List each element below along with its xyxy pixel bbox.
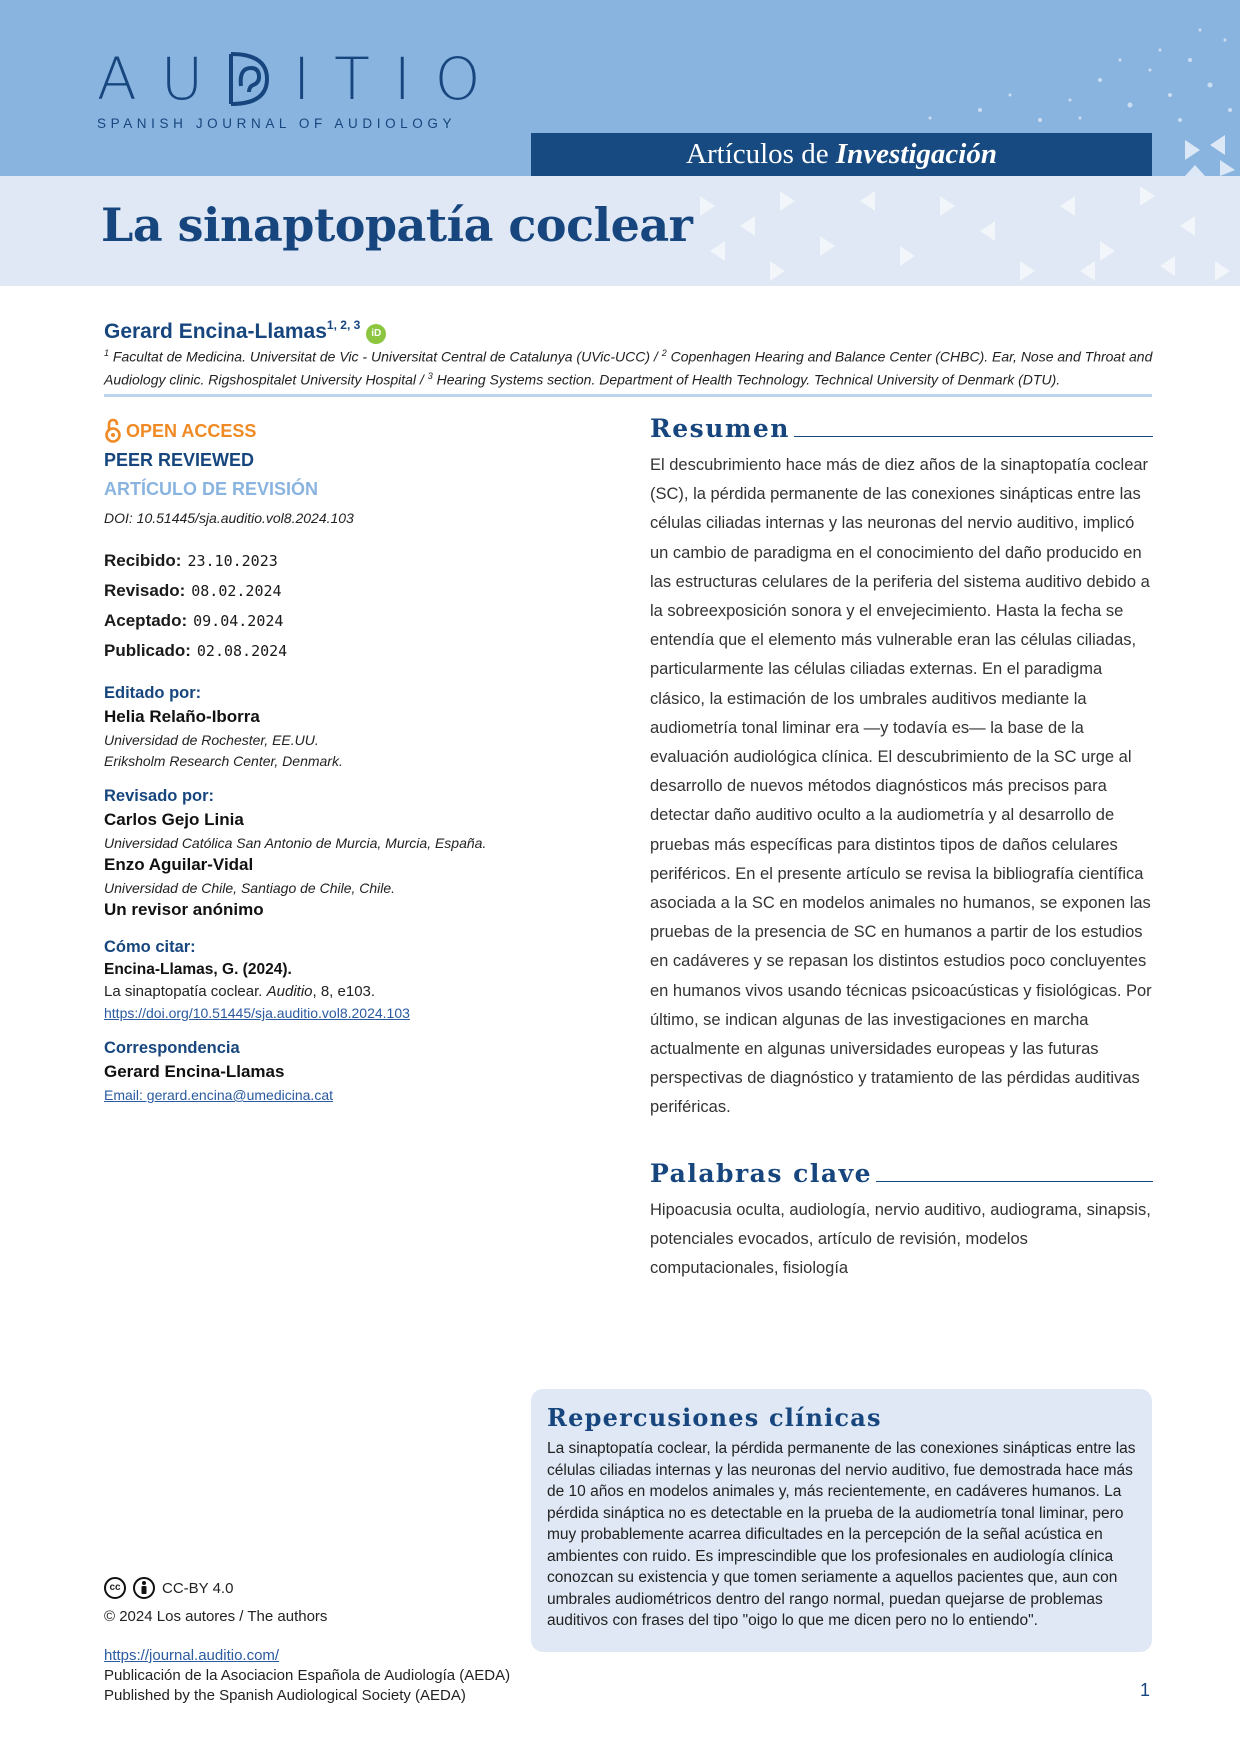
publisher-en: Published by the Spanish Audiological Society (AEDA) bbox=[104, 1687, 466, 1704]
correspondence-email-link[interactable]: Email: gerard.encina@umedicina.cat bbox=[104, 1087, 333, 1103]
cite-volume: , 8, e103. bbox=[312, 983, 376, 1000]
decorative-triangle-pattern bbox=[680, 176, 1240, 286]
cite-author-year: Encina-Llamas, G. (2024). bbox=[104, 961, 292, 978]
journal-header bbox=[0, 0, 1240, 176]
reviewer-affiliation: Universidad de Chile, Santiago de Chile, Chile. bbox=[104, 880, 396, 896]
doi-text: DOI: 10.51445/sja.auditio.vol8.2024.103 bbox=[104, 510, 354, 526]
edited-by-heading: Editado por: bbox=[104, 684, 202, 702]
logo-subtitle: SPANISH JOURNAL OF AUDIOLOGY bbox=[97, 116, 457, 131]
dates-list bbox=[104, 546, 544, 666]
open-access-label: OPEN ACCESS bbox=[126, 420, 257, 441]
metadata-sidebar bbox=[104, 418, 544, 1103]
date-accepted bbox=[104, 606, 544, 636]
reviewer-name: Un revisor anónimo bbox=[104, 900, 264, 919]
date-label: Revisado: bbox=[104, 581, 186, 600]
title-band bbox=[0, 176, 1240, 286]
date-value: 23.10.2023 bbox=[187, 552, 278, 570]
open-access-badge bbox=[104, 418, 544, 444]
peer-reviewed-label: PEER REVIEWED bbox=[104, 450, 255, 470]
heading-rule bbox=[876, 1181, 1153, 1182]
reviewer-name: Enzo Aguilar-Vidal bbox=[104, 855, 254, 874]
editor-affiliation: Universidad de Rochester, EE.UU. bbox=[104, 732, 319, 748]
editor-name: Helia Relaño-Iborra bbox=[104, 707, 260, 726]
copyright-text: © 2024 Los autores / The authors bbox=[104, 1608, 328, 1625]
publisher-es: Publicación de la Asociacion Española de Audiología (AEDA) bbox=[104, 1667, 511, 1684]
section-bar bbox=[531, 133, 1152, 176]
cite-doi-link[interactable]: https://doi.org/10.51445/sja.auditio.vol8.2024.103 bbox=[104, 1005, 410, 1021]
cite-reference bbox=[104, 983, 544, 1000]
cite-heading: Cómo citar: bbox=[104, 938, 196, 956]
affil-text: Facultat de Medicina. Universitat de Vic - Universitat Central de Catalunya (UVic-UCC) / bbox=[109, 348, 662, 365]
orcid-icon[interactable]: iD bbox=[366, 324, 386, 344]
author-name: Gerard Encina-Llamas bbox=[104, 320, 327, 343]
affil-text: Copenhagen Hearing and Balance Center (CHBC). Ear, Nose and Throat and Audiology clinic. Rigshospitalet University Hospital / bbox=[104, 348, 1153, 388]
ear-icon bbox=[227, 50, 271, 108]
creative-commons-icon: cc bbox=[104, 1577, 126, 1599]
author-affil-sup: 1, 2, 3 bbox=[326, 318, 361, 332]
article-type-label: ARTÍCULO DE REVISIÓN bbox=[104, 479, 319, 499]
section-prefix: Artículos de bbox=[686, 138, 829, 170]
correspondence-name: Gerard Encina-Llamas bbox=[104, 1062, 285, 1081]
abstract-text: El descubrimiento hace más de diez años de la sinaptopatía coclear (SC), la pérdida permanente de las conexiones sinápticas entre las células ciliadas internas y las neuronas del nervio auditivo, implicó un cambio de paradigma en el conocimiento del daño producido en las estructuras celulares de la periferia del sistema auditivo debido a la sobreexposición sonora y el envejecimiento. Hasta la fecha se entendía que el elemento más vulnerable eran las células ciliadas, particularmente las células ciliadas externas. En el paradigma clásico, la estimación de los umbrales auditivos mediante la audiometría tonal liminar era —y todavía es— la base de la evaluación audiológica clínica. El descubrimiento de la SC urge al desarrollo de nuevos métodos diagnósticos más precisos para detectar daño auditivo oculto a la audiometría y al desarrollo de pruebas más específicas para distintos tipos de daños celulares periféricos. En el presente artículo se revisa la bibliografía científica asociada a la SC en modelos animales no humanos, se exponen las pruebas de la presencia de SC en humanos a partir de los estudios en cadáveres y se repasan los distintos estudios poco concluyentes en humanos vivos usando técnicas psicoacústicas y fisiológicas. Por último, se indican algunas de las investigaciones en marcha actualmente en algunas universidades europeas y las futuras perspectivas de diagnóstico y tratamiento de las pérdidas auditivas periféricas. bbox=[650, 456, 1152, 1117]
clinical-heading: Repercusiones clínicas bbox=[547, 1403, 882, 1432]
license-row bbox=[104, 1576, 327, 1600]
date-revised bbox=[104, 576, 544, 606]
affil-text: Hearing Systems section. Department of Health Technology. Technical University of Denmark (DTU). bbox=[432, 371, 1061, 388]
date-label: Publicado: bbox=[104, 641, 191, 660]
cite-title: La sinaptopatía coclear. bbox=[104, 983, 267, 1000]
keywords-text: Hipoacusia oculta, audiología, nervio auditivo, audiograma, sinapsis, potenciales evocados, artículo de revisión, modelos computacionales, fisiología bbox=[650, 1200, 1151, 1277]
logo-wordmark: A U I T I O bbox=[97, 45, 505, 113]
author-line bbox=[104, 318, 386, 344]
attribution-icon bbox=[132, 1576, 156, 1600]
keywords-heading: Palabras clave bbox=[650, 1158, 873, 1188]
main-column bbox=[650, 414, 1153, 1283]
publisher-block bbox=[104, 1646, 510, 1706]
date-value: 08.02.2024 bbox=[191, 582, 282, 600]
affil-sup: 3 bbox=[427, 370, 433, 381]
date-value: 02.08.2024 bbox=[196, 642, 288, 660]
reviewer-affiliation: Universidad Católica San Antonio de Murcia, Murcia, España. bbox=[104, 835, 487, 851]
affil-sup: 2 bbox=[661, 348, 667, 358]
keywords-heading-row bbox=[650, 1159, 1153, 1188]
abstract-heading: Resumen bbox=[650, 414, 790, 443]
reviewer-name: Carlos Gejo Linia bbox=[104, 810, 244, 829]
page-number: 1 bbox=[1140, 1680, 1151, 1700]
affiliations bbox=[104, 344, 1154, 389]
auditio-logo bbox=[97, 45, 505, 131]
editor-affiliation: Eriksholm Research Center, Denmark. bbox=[104, 753, 343, 769]
abstract-heading-row bbox=[650, 414, 1153, 443]
cite-journal: Auditio bbox=[266, 983, 313, 1000]
license-label: CC-BY 4.0 bbox=[162, 1579, 234, 1597]
heading-rule bbox=[794, 436, 1153, 437]
affil-sup: 1 bbox=[104, 348, 110, 358]
date-published bbox=[104, 636, 544, 666]
header-rule bbox=[104, 394, 1152, 397]
page-title: La sinaptopatía coclear bbox=[101, 198, 693, 252]
reviewed-by-heading: Revisado por: bbox=[104, 787, 215, 805]
date-value: 09.04.2024 bbox=[193, 612, 284, 630]
date-received bbox=[104, 546, 544, 576]
clinical-implications-box bbox=[531, 1389, 1152, 1652]
license-block bbox=[104, 1576, 327, 1625]
journal-url-link[interactable]: https://journal.auditio.com/ bbox=[104, 1647, 280, 1664]
date-label: Aceptado: bbox=[104, 611, 188, 630]
section-bold: Investigación bbox=[835, 138, 997, 170]
date-label: Recibido: bbox=[104, 551, 182, 570]
correspondence-heading: Correspondencia bbox=[104, 1039, 240, 1057]
open-lock-icon bbox=[104, 418, 122, 444]
clinical-text: La sinaptopatía coclear, la pérdida permanente de las conexiones sinápticas entre las células ciliadas internas y las neuronas del nervio auditivo, fue demostrada hace más de 10 años en modelos animales y, más recientemente, en cadáveres humanos. La pérdida sináptica no es detectable en la prueba de la audiometría tonal liminar, pero muy probablemente acarrea dificultades en la percepción de la señal acústica en ambientes con ruido. Es imprescindible que los profesionales en audiología clínica conozcan su existencia y que tomen seriamente a aquellos pacientes que, aun con umbrales audiométricos dentro del rango normal, puedan quejarse de problemas auditivos con frases del tipo "oigo lo que me dicen pero no lo entiendo". bbox=[547, 1440, 1136, 1629]
